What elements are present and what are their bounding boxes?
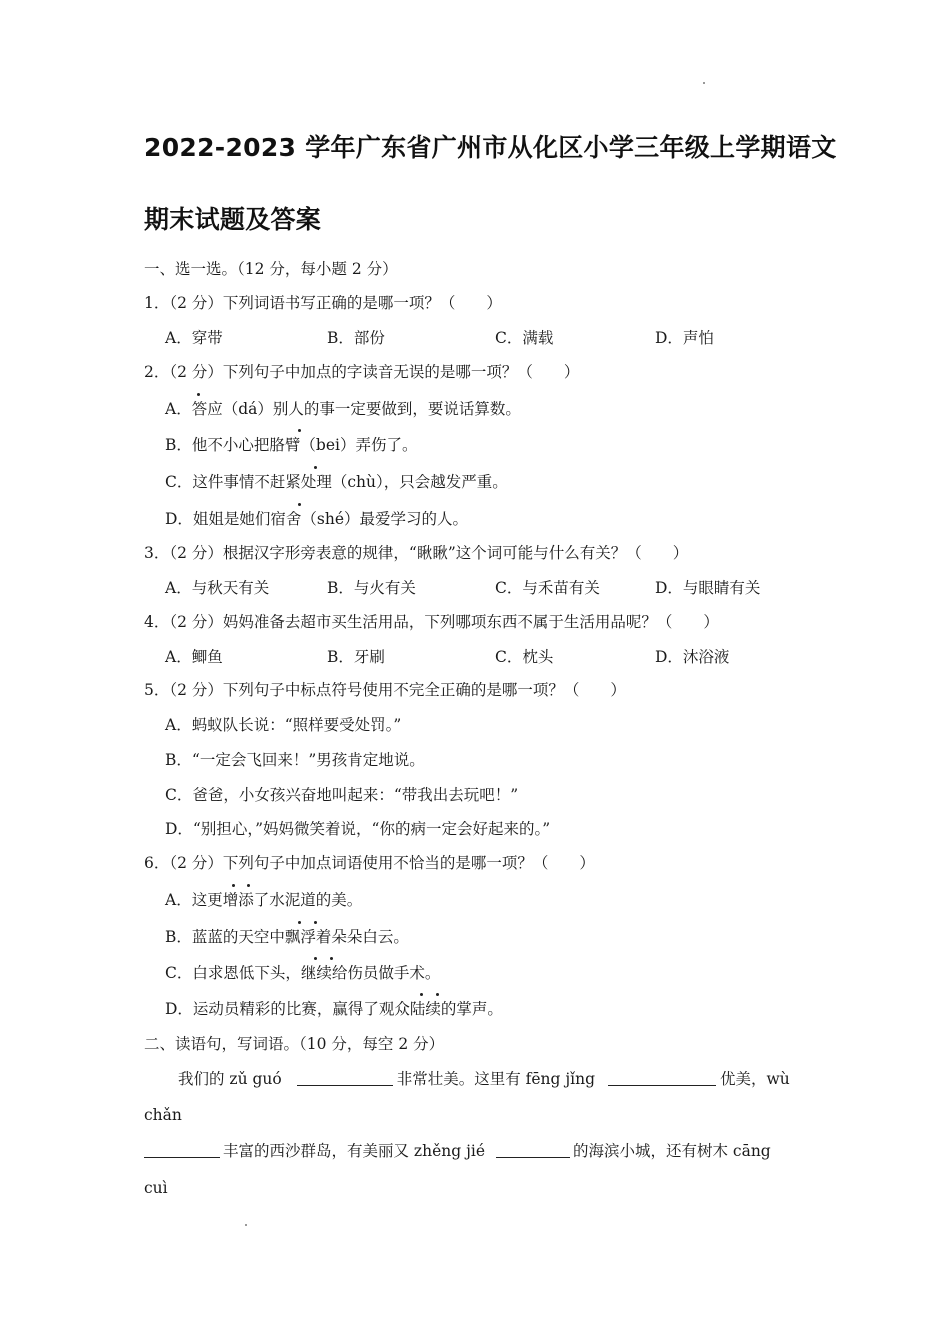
question-4-option-c: C．枕头 [495, 648, 554, 666]
question-2-option-b: B．他不小心把胳臂（bei）弄伤了。 [165, 436, 418, 454]
question-3-option-d: D．与眼睛有关 [655, 579, 761, 597]
fill-in-paragraph-line-1 [178, 1069, 790, 1089]
question-3-option-a: A．与秋天有关 [165, 579, 270, 597]
question-2-option-d: D．姐姐是她们宿舍（shé）最爱学习的人。 [165, 510, 469, 528]
emphasis-dot [298, 503, 301, 506]
answer-blank[interactable] [297, 1071, 393, 1086]
question-1-option-b: B．部份 [327, 329, 385, 347]
question-6-option-b: B．蓝蓝的天空中飘浮着朵朵白云。 [165, 928, 409, 946]
question-5-option-c: C．爸爸，小女孩兴奋地叫起来：“带我出去玩吧！” [165, 786, 519, 804]
question-3-option-c: C．与禾苗有关 [495, 579, 600, 597]
question-3-option-b: B．与火有关 [327, 579, 416, 597]
question-1-option-a: A．穿带 [165, 329, 223, 347]
text-segment: 的海滨小城，还有树木 cāng [572, 1142, 771, 1160]
text-segment: 丰富的西沙群岛，有美丽又 zhěng jié [223, 1142, 486, 1160]
text-segment: 我们的 zǔ guó [178, 1070, 282, 1088]
emphasis-dot [330, 957, 333, 960]
question-1-stem: 1．（2 分）下列词语书写正确的是哪一项？（ ） [144, 294, 502, 312]
text-segment: 优美，wù [719, 1070, 790, 1088]
question-6-option-c: C．白求恩低下头，继续给伤员做手术。 [165, 964, 441, 982]
question-5-option-b: B．“一定会飞回来！”男孩肯定地说。 [165, 751, 425, 769]
emphasis-dot [232, 884, 235, 887]
question-6-option-d: D．运动员精彩的比赛，赢得了观众陆续的掌声。 [165, 1000, 503, 1018]
emphasis-dot [298, 921, 301, 924]
answer-blank[interactable] [144, 1143, 220, 1158]
answer-blank[interactable] [608, 1071, 716, 1086]
section-2-heading: 二、读语句，写词语。（10 分，每空 2 分） [144, 1035, 445, 1053]
exam-title-line-1: 2022-2023 学年广东省广州市从化区小学三年级上学期语文 [144, 133, 837, 162]
emphasis-dot [420, 993, 423, 996]
scan-mark [245, 1224, 247, 1226]
question-5-stem: 5．（2 分）下列句子中标点符号使用不完全正确的是哪一项？（ ） [144, 681, 626, 699]
fill-in-paragraph-line-2: chǎn [144, 1106, 182, 1124]
emphasis-dot [197, 393, 200, 396]
emphasis-dot [314, 921, 317, 924]
emphasis-dot [298, 429, 301, 432]
question-1-option-d: D．声怕 [655, 329, 714, 347]
question-4-option-d: D．沐浴液 [655, 648, 730, 666]
question-3-stem: 3．（2 分）根据汉字形旁表意的规律，“瞅瞅”这个词可能与什么有关？（ ） [144, 544, 689, 562]
question-1-option-c: C．满载 [495, 329, 554, 347]
question-2-option-a: A．答应（dá）别人的事一定要做到，要说话算数。 [165, 400, 521, 418]
question-6-stem: 6．（2 分）下列句子中加点词语使用不恰当的是哪一项？（ ） [144, 854, 595, 872]
scan-mark [703, 82, 705, 84]
fill-in-paragraph-line-4: cuì [144, 1179, 168, 1197]
question-5-option-a: A．蚂蚁队长说：“照样要受处罚。” [165, 716, 402, 734]
question-4-stem: 4．（2 分）妈妈准备去超市买生活用品，下列哪项东西不属于生活用品呢？（ ） [144, 613, 719, 631]
exam-title-line-2: 期末试题及答案 [144, 205, 322, 234]
fill-in-paragraph-line-3 [144, 1141, 771, 1161]
question-4-option-b: B．牙刷 [327, 648, 385, 666]
emphasis-dot [436, 993, 439, 996]
question-5-option-d: D．“别担心，”妈妈微笑着说，“你的病一定会好起来的。” [165, 820, 551, 838]
emphasis-dot [314, 957, 317, 960]
answer-blank[interactable] [496, 1143, 570, 1158]
question-6-option-a: A．这更增添了水泥道的美。 [165, 891, 363, 909]
emphasis-dot [247, 884, 250, 887]
question-4-option-a: A．鲫鱼 [165, 648, 223, 666]
section-1-heading: 一、选一选。（12 分，每小题 2 分） [144, 260, 398, 278]
question-2-option-c: C．这件事情不赶紧处理（chù），只会越发严重。 [165, 473, 508, 491]
text-segment: 非常壮美。这里有 fēng jǐng [396, 1070, 596, 1088]
emphasis-dot [314, 466, 317, 469]
question-2-stem: 2．（2 分）下列句子中加点的字读音无误的是哪一项？（ ） [144, 363, 580, 381]
